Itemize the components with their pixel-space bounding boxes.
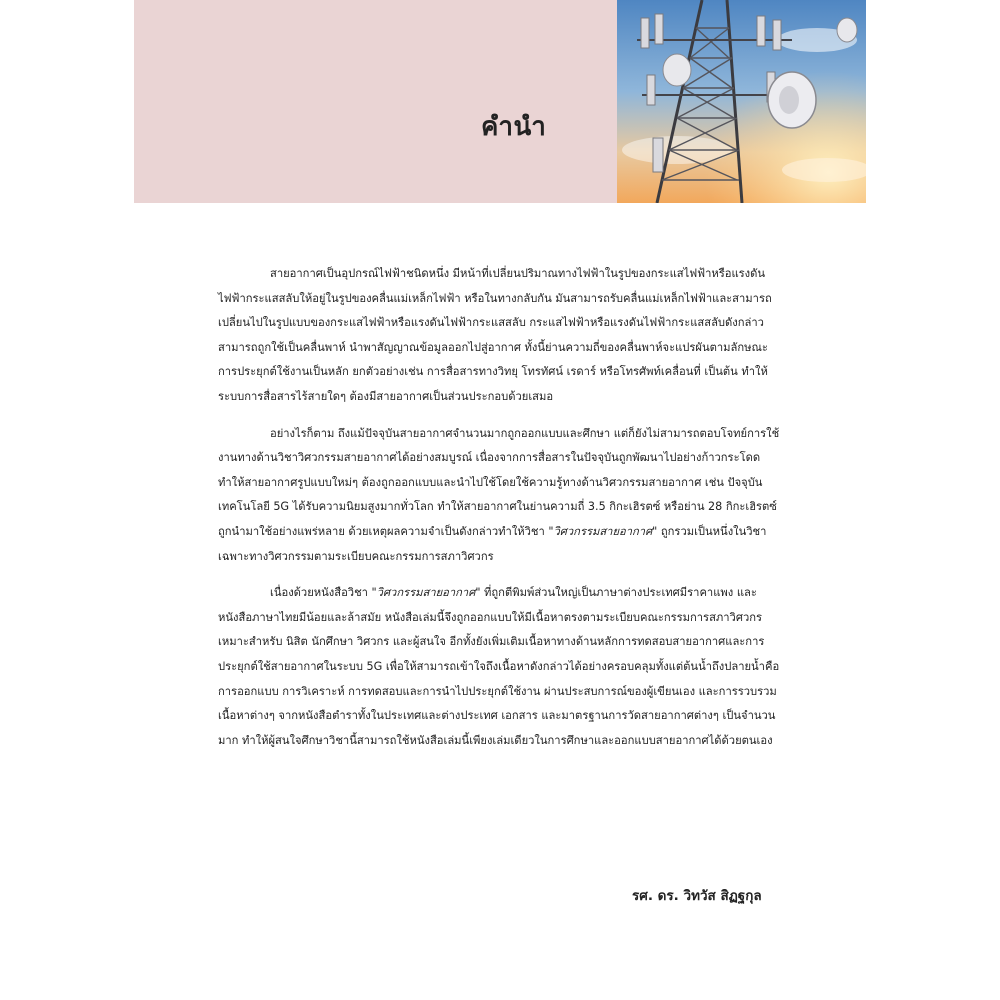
paragraph-2-text-after: ถูกรวมเป็นหนึ่งในวิชาเฉพาะทางวิศวกรรมตามระเบียบคณะกรรมการสภาวิศวกร <box>218 524 767 563</box>
paragraph-2-course-title: "วิศวกรรมสายอากาศ" <box>548 524 658 538</box>
paragraph-1-text: สายอากาศเป็นอุปกรณ์ไฟฟ้าชนิดหนึ่ง มีหน้าที่เปลี่ยนปริมาณทางไฟฟ้าในรูปของกระแสไฟฟ้าหรือแรงดันไฟฟ้ากระแสสลับให้อยู่ในรูปของคลื่นแม่เหล็กไฟฟ้า หรือในทางกลับกัน มันสามารถรับคลื่นแม่เหล็กไฟฟ้าและสามารถเปลี่ยนไปในรูปแบบของกระแสไฟฟ้าหรือแรงดันไฟฟ้ากระแสสลับ กระแสไฟฟ้าหรือแรงดันไฟฟ้ากระแสสลับดังกล่าวสามารถถูกใช้เป็นคลื่นพาห์ นำพาสัญญาณข้อมูลออกไปสู่อากาศ ทั้งนี้ย่านความถี่ของคลื่นพาห์จะแปรผันตามลักษณะการประยุกต์ใช้งานเป็นหลัก ยกตัวอย่างเช่น การสื่อสารทางวิทยุ โทรทัศน์ เรดาร์ หรือโทรศัพท์เคลื่อนที่ เป็นต้น ทำให้ระบบการสื่อสารไร้สายใดๆ ต้องมีสายอากาศเป็นส่วนประกอบด้วยเสมอ <box>218 267 772 403</box>
paragraph-3-course-title: "วิศวกรรมสายอากาศ" <box>371 586 481 600</box>
preface-body <box>218 262 786 765</box>
paragraph-3-text-after: ที่ถูกตีพิมพ์ส่วนใหญ่เป็นภาษาต่างประเทศมีราคาแพง และหนังสือภาษาไทยมีน้อยและล้าสมัย หนังสือเล่มนี้จึงถูกออกแบบให้มีเนื้อหาตรงตามระเบียบคณะกรรมการสภาวิศวกร เหมาะสำหรับ นิสิต นักศึกษา วิศวกร และผู้สนใจ อีกทั้งยังเพิ่มเติมเนื้อหาทางด้านหลักการทดสอบสายอากาศและการประยุกต์ใช้สายอากาศในระบบ 5G เพื่อให้สามารถเข้าใจถึงเนื้อหาดังกล่าวได้อย่างครอบคลุมทั้งแต่ต้นน้ำถึงปลายน้ำคือ การออกแบบ การวิเคราะห์ การทดสอบและการนำไปประยุกต์ใช้งาน ผ่านประสบการณ์ของผู้เขียนเอง และการรวบรวมเนื้อหาต่างๆ จากหนังสือตำราทั้งในประเทศและต่างประเทศ เอกสาร และมาตรฐานการวัดสายอากาศต่างๆ เป็นจำนวนมาก ทำให้ผู้สนใจศึกษาวิชานี้สามารถใช้หนังสือเล่มนี้เพียงเล่มเดียวในการศึกษาและออกแบบสายอากาศได้ด้วยตนเอง <box>218 586 780 747</box>
paragraph-3 <box>218 581 786 753</box>
paragraph-2 <box>218 422 786 570</box>
paragraph-1 <box>218 262 786 410</box>
page-title: คำนำ <box>481 112 547 142</box>
paragraph-2-text-before: อย่างไรก็ตาม ถึงแม้ปัจจุบันสายอากาศจำนวนมากถูกออกแบบและศึกษา แต่ก็ยังไม่สามารถตอบโจทย์การใช้งานทางด้านวิชาวิศวกรรมสายอากาศได้อย่างสมบูรณ์ เนื่องจากการสื่อสารในปัจจุบันถูกพัฒนาไปอย่างก้าวกระโดด ทำให้สายอากาศรูปแบบใหม่ๆ ต้องถูกออกแบบและนำไปใช้โดยใช้ความรู้ทางด้านวิศวกรรมสายอากาศ เช่น ปัจจุบันเทคโนโลยี 5G ได้รับความนิยมสูงมากทั่วโลก ทำให้สายอากาศในย่านความถี่ 3.5 กิกะเฮิรตซ์ หรือย่าน 28 กิกะเฮิรตซ์ ถูกนำมาใช้อย่างแพร่หลาย ด้วยเหตุผลความจำเป็นดังกล่าวทำให้วิชา <box>218 426 780 538</box>
author-signature: รศ. ดร. วิทวัส สิฏฐกุล <box>632 888 762 904</box>
header-band <box>134 0 617 203</box>
telecom-tower-photo <box>617 0 866 203</box>
paragraph-3-text-before: เนื่องด้วยหนังสือวิชา <box>270 586 372 600</box>
